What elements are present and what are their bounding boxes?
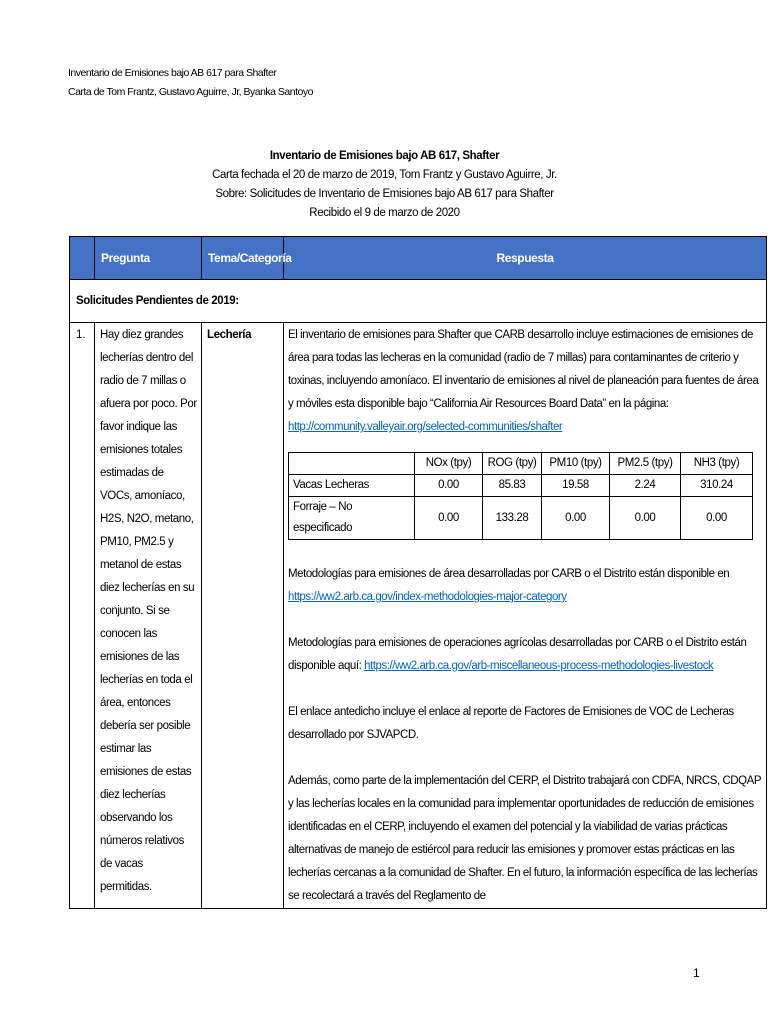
running-header [68,64,313,102]
emissions-row-label: Forraje – No especificado [289,497,415,540]
response-paragraph-3-text: Metodologías para emisiones de operaciones agrícolas desarrolladas por CARB o el Distrito están disponible aquí: [288,637,747,672]
emissions-cell: 0.00 [610,497,681,540]
emissions-row [289,475,753,497]
subject-line: Sobre: Solicitudes de Inventario de Emisiones bajo AB 617 para Shafter [215,188,554,200]
category-text: Lechería [202,323,284,909]
response-paragraph-5: Además, como parte de la implementación del CERP, el Distrito trabajará con CDFA, NRCS, CDQAP y las lecherías locales en la comunidad para implementar oportunidades de reducción de emisiones identificadas en el CERP, incluyendo el examen del potencial y la viabilidad de varias prácticas alternativas de manejo de estiércol para reducir las emisiones y promover estas prácticas en las lecherías cercanas a la comunidad de Shafter. En el futuro, la información específica de las lecherías se recolectará a través del Reglamento de [288,775,761,902]
spacer [288,678,762,701]
header-category: Tema/Categoría [202,237,284,280]
emissions-table [288,452,753,540]
page-number: 1 [693,966,700,980]
emissions-row [289,497,753,540]
methodologies-link[interactable]: https://ww2.arb.ca.gov/index-methodologies-major-category [288,591,567,603]
emissions-cell: 0.00 [415,497,483,540]
response-table [69,236,767,909]
community-link[interactable]: http://community.valleyair.org/selected-communities/shafter [288,421,563,433]
response-cell [284,323,767,909]
livestock-link[interactable]: https://ww2.arb.ca.gov/arb-miscellaneous-process-methodologies-livestock [364,660,714,672]
emissions-cell: 19.58 [542,475,610,497]
emissions-header-cell: PM10 (tpy) [542,453,610,475]
emissions-header-cell: PM2.5 (tpy) [610,453,681,475]
row-number: 1. [70,323,95,909]
spacer [288,540,762,563]
emissions-cell: 0.00 [415,475,483,497]
table-header-row [70,237,767,280]
emissions-cell: 0.00 [542,497,610,540]
response-paragraph-1: El inventario de emisiones para Shafter que CARB desarrollo incluye estimaciones de emisiones de área para todas las lecheras en la comunidad (radio de 7 millas) para contaminantes de criterio y toxinas, incluyendo amoníaco. El inventario de emisiones al nivel de planeación para fuentes de área y móviles esta disponible bajo “California Air Resources Board Data” en la página: [288,329,759,410]
emissions-header-cell: NOx (tpy) [415,453,483,475]
emissions-cell: 310.24 [681,475,753,497]
question-text: Hay diez grandes lecherías dentro del radio de 7 millas o afuera por poco. Por favor indique las emisiones totales estimadas de VOCs, amoníaco, H2S, N2O, metano, PM10, PM2.5 y metanol de estas diez lecherías en su conjunto. Si se conocen las emisiones de las lecherías en toda el área, entonces debería ser posible estimar las emisiones de estas diez lecherías observando los números relativos de vacas permitidas. [95,323,202,909]
spacer [288,747,762,770]
emissions-header-row [289,453,753,475]
table-row [70,323,767,909]
spacer [288,609,762,632]
received-line: Recibido el 9 de marzo de 2020 [309,207,460,219]
header-line-2: Carta de Tom Frantz, Gustavo Aguirre, Jr, Byanka Santoyo [68,86,313,98]
letter-date-line: Carta fechada el 20 de marzo de 2019, Tom Frantz y Gustavo Aguirre, Jr. [212,169,557,181]
emissions-cell: 2.24 [610,475,681,497]
emissions-cell: 133.28 [483,497,542,540]
emissions-header-cell [289,453,415,475]
emissions-row-label: Vacas Lecheras [289,475,415,497]
header-line-1: Inventario de Emisiones bajo AB 617 para Shafter [68,67,277,79]
title-block [70,147,699,223]
emissions-header-cell: NH3 (tpy) [681,453,753,475]
emissions-cell: 0.00 [681,497,753,540]
response-paragraph-4: El enlace antedicho incluye el enlace al reporte de Factores de Emisiones de VOC de Lecheras desarrollado por SJVAPCD. [288,706,734,741]
header-num [70,237,95,280]
header-question: Pregunta [95,237,202,280]
section-label: Solicitudes Pendientes de 2019: [70,280,767,323]
document-title: Inventario de Emisiones bajo AB 617, Shafter [269,150,500,162]
response-paragraph-2: Metodologías para emisiones de área desarrolladas por CARB o el Distrito están disponible en [288,568,730,580]
section-row [70,280,767,323]
emissions-cell: 85.83 [483,475,542,497]
response-paragraph-3 [288,632,762,678]
header-response: Respuesta [284,237,767,280]
emissions-header-cell: ROG (tpy) [483,453,542,475]
